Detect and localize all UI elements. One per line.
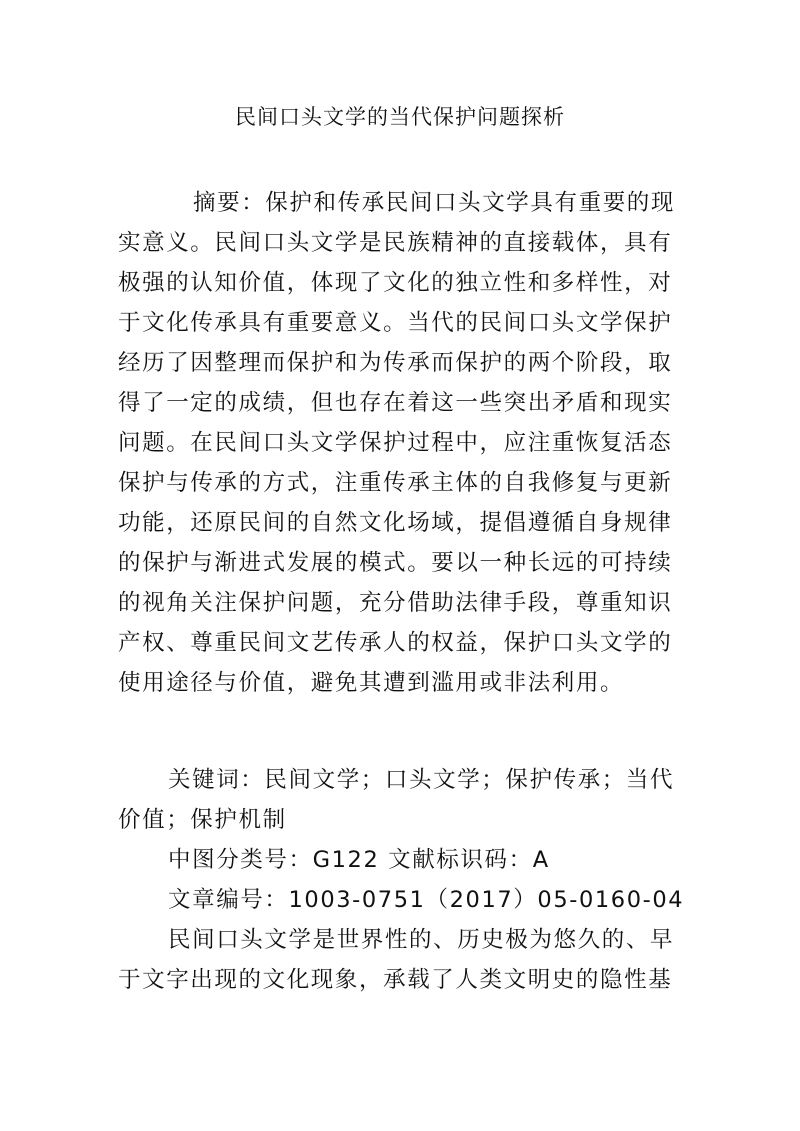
abstract-line: 保护与传承的方式，注重传承主体的自我修复与更新 bbox=[118, 470, 673, 496]
abstract-line: 产权、尊重民间文艺传承人的权益，保护口头文学的 bbox=[118, 630, 673, 656]
keywords-line: 价值；保护机制 bbox=[118, 807, 287, 833]
abstract-line: 摘要：保护和传承民间口头文学具有重要的现 bbox=[193, 190, 676, 216]
body-line: 民间口头文学是世界性的、历史极为悠久的、早 bbox=[168, 927, 675, 953]
classification-number: 中图分类号：G122 文献标识码：A bbox=[168, 847, 550, 873]
abstract-line: 实意义。民间口头文学是民族精神的直接载体，具有 bbox=[118, 230, 673, 256]
abstract-line: 功能，还原民间的自然文化场域，提倡遵循自身规律 bbox=[118, 510, 673, 536]
abstract-line: 经历了因整理而保护和为传承而保护的两个阶段，取 bbox=[118, 350, 673, 376]
document-title: 民间口头文学的当代保护问题探析 bbox=[235, 105, 565, 129]
abstract-line: 问题。在民间口头文学保护过程中，应注重恢复活态 bbox=[118, 430, 673, 456]
abstract-line: 得了一定的成绩，但也存在着这一些突出矛盾和现实 bbox=[118, 390, 673, 416]
abstract-line: 使用途径与价值，避免其遭到滥用或非法利用。 bbox=[118, 670, 625, 696]
abstract-line: 的视角关注保护问题，充分借助法律手段，尊重知识 bbox=[118, 590, 673, 616]
body-line: 于文字出现的文化现象，承载了人类文明史的隐性基 bbox=[118, 967, 673, 993]
abstract-line: 极强的认知价值，体现了文化的独立性和多样性，对 bbox=[118, 270, 673, 296]
article-number: 文章编号：1003-0751（2017）05-0160-04 bbox=[168, 887, 685, 913]
abstract-line: 的保护与渐进式发展的模式。要以一种长远的可持续 bbox=[118, 550, 673, 576]
abstract-line: 于文化传承具有重要意义。当代的民间口头文学保护 bbox=[118, 310, 673, 336]
keywords-line: 关键词：民间文学；口头文学；保护传承；当代 bbox=[168, 767, 675, 793]
